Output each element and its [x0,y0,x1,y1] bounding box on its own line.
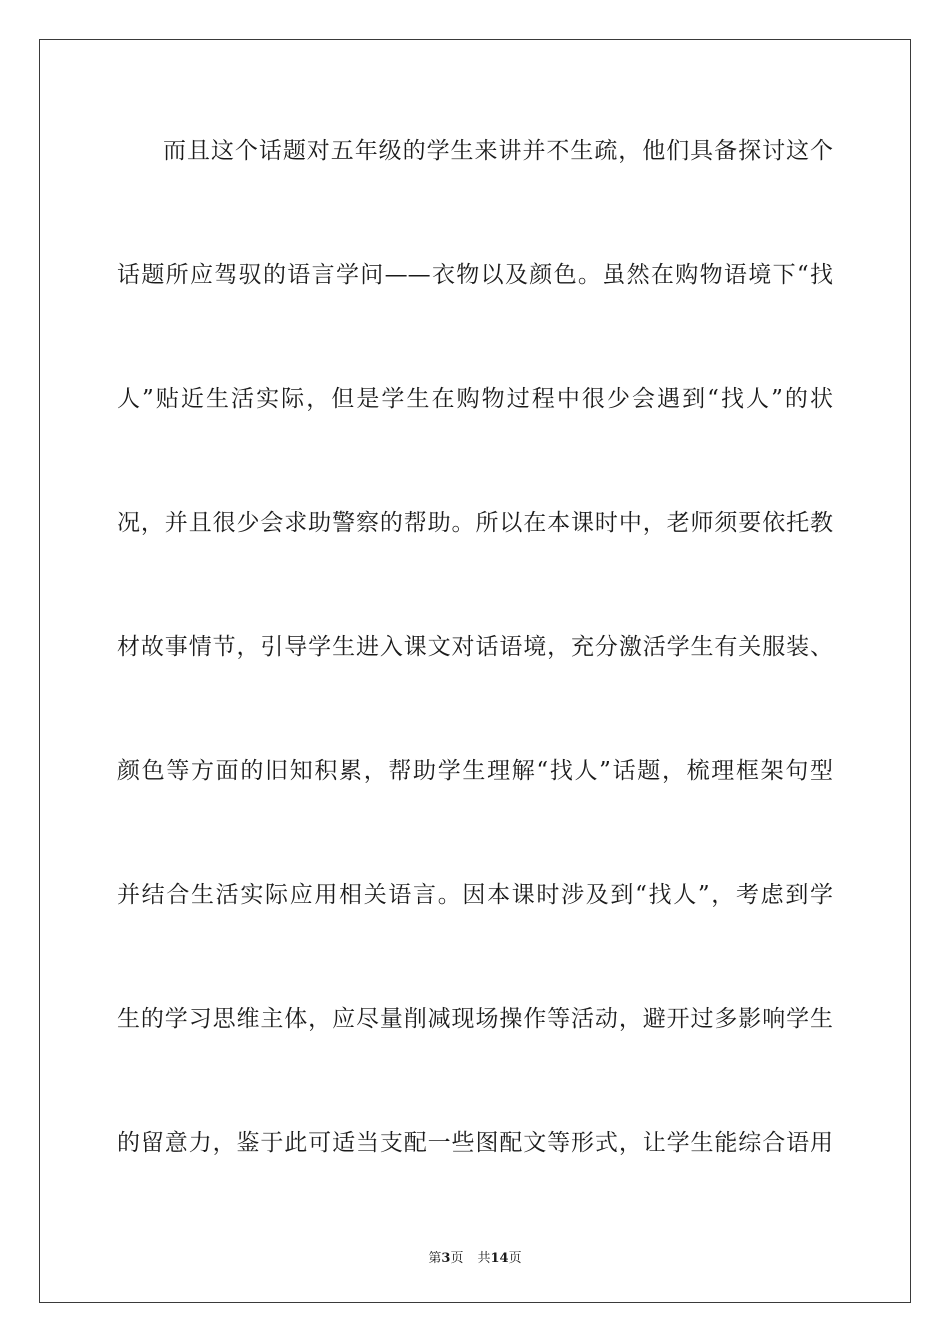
total-pages: 14 [490,1251,509,1266]
body-text-line-8: 生的学习思维主体，应尽量削减现场操作等活动，避开过多影响学生 [117,1006,833,1032]
body-text-line-6: 颜色等方面的旧知积累，帮助学生理解“找人”话题，梳理框架句型 [117,758,833,784]
page-number: 3 [441,1251,451,1266]
body-text-line-2: 话题所应驾驭的语言学问——衣物以及颜色。虽然在购物语境下“找 [117,262,833,288]
body-text-line-3: 人”贴近生活实际，但是学生在购物过程中很少会遇到“找人”的状 [117,386,833,412]
total-prefix: 共 [477,1251,491,1266]
page-footer [0,1247,950,1266]
body-text-line-1: 而且这个话题对五年级的学生来讲并不生疏，他们具备探讨这个 [163,138,833,164]
total-suffix: 页 [508,1251,522,1266]
page-suffix: 页 [450,1251,464,1266]
body-text-line-5: 材故事情节，引导学生进入课文对话语境，充分激活学生有关服装、 [117,634,833,660]
body-text-line-4: 况，并且很少会求助警察的帮助。所以在本课时中，老师须要依托教 [117,510,833,536]
body-text-line-7: 并结合生活实际应用相关语言。因本课时涉及到“找人”，考虑到学 [117,882,833,908]
page-border [39,39,911,1303]
body-text-line-9: 的留意力，鉴于此可适当支配一些图配文等形式，让学生能综合语用 [117,1130,833,1156]
page-prefix: 第 [428,1251,442,1266]
